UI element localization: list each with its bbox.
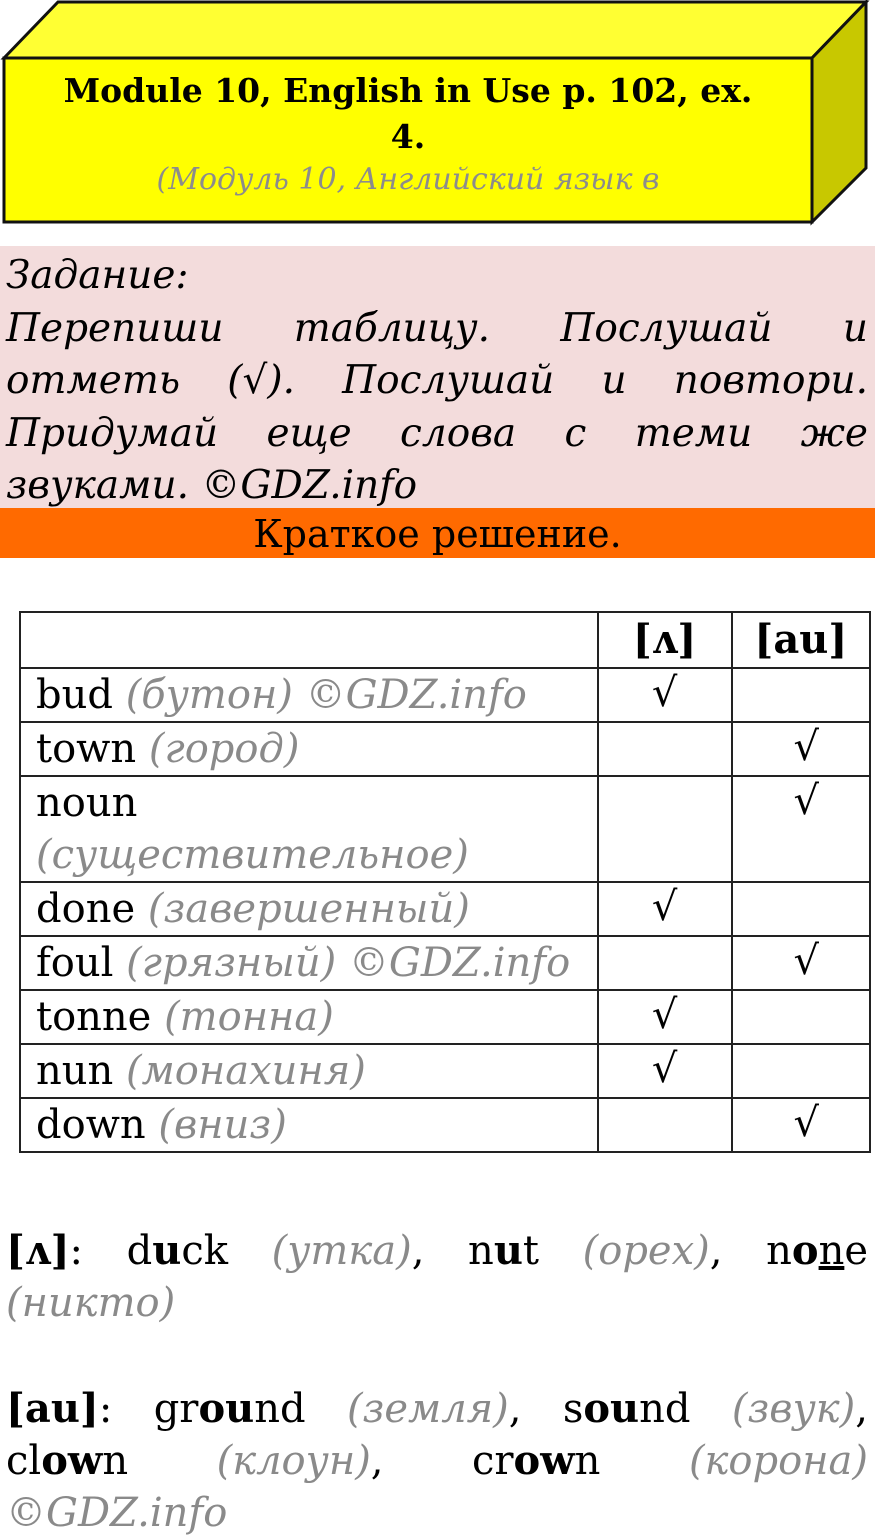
table-row bbox=[20, 990, 870, 1044]
mark-au-cell bbox=[732, 1044, 870, 1098]
sound-label-au: [au] bbox=[6, 1385, 99, 1432]
mark-au-cell: √ bbox=[732, 776, 870, 882]
page-title bbox=[8, 68, 808, 160]
mark-a-cell: √ bbox=[598, 882, 732, 936]
solution-banner: Краткое решение. bbox=[0, 508, 875, 558]
mark-a-cell bbox=[598, 776, 732, 882]
extra-word: duck bbox=[126, 1227, 228, 1274]
extra-translation: (никто) bbox=[6, 1280, 176, 1326]
word-cell bbox=[20, 668, 598, 722]
mark-au-cell: √ bbox=[732, 1098, 870, 1152]
word: foul bbox=[36, 940, 114, 986]
table-row bbox=[20, 936, 870, 990]
extra-word: sound bbox=[562, 1385, 691, 1432]
extra-a-line-2 bbox=[6, 1277, 868, 1329]
word-cell bbox=[20, 1098, 598, 1152]
mark-a-cell: √ bbox=[598, 668, 732, 722]
extra-translation: (звук) bbox=[731, 1386, 856, 1432]
mark-a-cell bbox=[598, 1098, 732, 1152]
extra-word: none bbox=[766, 1227, 869, 1274]
copyright-line bbox=[6, 1487, 868, 1539]
table-row bbox=[20, 1044, 870, 1098]
word-cell bbox=[20, 882, 598, 936]
extra-translation: (утка) bbox=[271, 1228, 412, 1274]
mark-au-cell bbox=[732, 990, 870, 1044]
mark-au-cell bbox=[732, 882, 870, 936]
extra-au-line-2: clown (клоун), crown (корона) bbox=[6, 1437, 868, 1484]
mark-au-cell: √ bbox=[732, 722, 870, 776]
table-header-au: [au] bbox=[732, 612, 870, 668]
extra-word: nut bbox=[468, 1227, 539, 1274]
table-header-a: [ʌ] bbox=[598, 612, 732, 668]
table-row bbox=[20, 668, 870, 722]
extra-translation: (орех) bbox=[582, 1228, 710, 1274]
word-cell bbox=[20, 776, 598, 882]
mark-a-cell bbox=[598, 936, 732, 990]
answer-table bbox=[19, 611, 871, 1153]
mark-a-cell bbox=[598, 722, 732, 776]
translation: (бутон) ©GDZ.info bbox=[125, 672, 527, 718]
word: town bbox=[36, 726, 137, 772]
mark-a-cell: √ bbox=[598, 990, 732, 1044]
subtitle: (Модуль 10, Английский язык в bbox=[156, 162, 660, 197]
extra-translation: (земля) bbox=[346, 1386, 509, 1432]
translation: (город) bbox=[148, 726, 300, 772]
task-text: Перепиши таблицу. Послушай и отметь (√). Послушай и повтори. Придумай еще слова с теми же звуками. ©GDZ.info bbox=[6, 305, 868, 508]
mark-au-cell bbox=[732, 668, 870, 722]
word: tonne bbox=[36, 994, 152, 1040]
table-row bbox=[20, 882, 870, 936]
word-cell bbox=[20, 1044, 598, 1098]
extra-translation: (корона) bbox=[688, 1438, 868, 1484]
translation: (вниз) bbox=[158, 1102, 287, 1148]
title-line-2: 4. bbox=[390, 117, 426, 156]
extra-word: crown bbox=[472, 1437, 601, 1484]
mark-a-cell: √ bbox=[598, 1044, 732, 1098]
extra-word: clown bbox=[6, 1437, 129, 1484]
table-header-row bbox=[20, 612, 870, 668]
mark-au-cell: √ bbox=[732, 936, 870, 990]
word-cell bbox=[20, 936, 598, 990]
table-row bbox=[20, 1098, 870, 1152]
table-row bbox=[20, 776, 870, 882]
word: bud bbox=[36, 672, 113, 718]
word: done bbox=[36, 886, 136, 932]
sound-label-a: [ʌ] bbox=[6, 1227, 70, 1274]
word-cell bbox=[20, 990, 598, 1044]
extra-word: ground bbox=[153, 1385, 306, 1432]
extra-translation: (клоун) bbox=[216, 1438, 371, 1484]
title-line-1: Module 10, English in Use p. 102, ex. bbox=[63, 71, 753, 110]
extra-a-line: [ʌ]: duck (утка), nut (орех), none bbox=[6, 1227, 869, 1274]
table-header-word bbox=[20, 612, 598, 668]
translation: (тонна) bbox=[164, 994, 334, 1040]
task-text-block bbox=[6, 250, 868, 513]
copyright: ©GDZ.info bbox=[6, 1490, 228, 1536]
table-row bbox=[20, 722, 870, 776]
word: noun bbox=[36, 780, 138, 826]
task-label: Задание: bbox=[6, 253, 189, 298]
translation: (завершенный) bbox=[147, 886, 470, 932]
word-cell bbox=[20, 722, 598, 776]
extra-au-line: [au]: ground (земля), sound (звук), bbox=[6, 1385, 868, 1432]
translation: (монахиня) bbox=[126, 1048, 366, 1094]
word: down bbox=[36, 1102, 146, 1148]
translation: (грязный) ©GDZ.info bbox=[126, 940, 571, 986]
translation: (существительное) bbox=[36, 832, 469, 878]
word: nun bbox=[36, 1048, 114, 1094]
